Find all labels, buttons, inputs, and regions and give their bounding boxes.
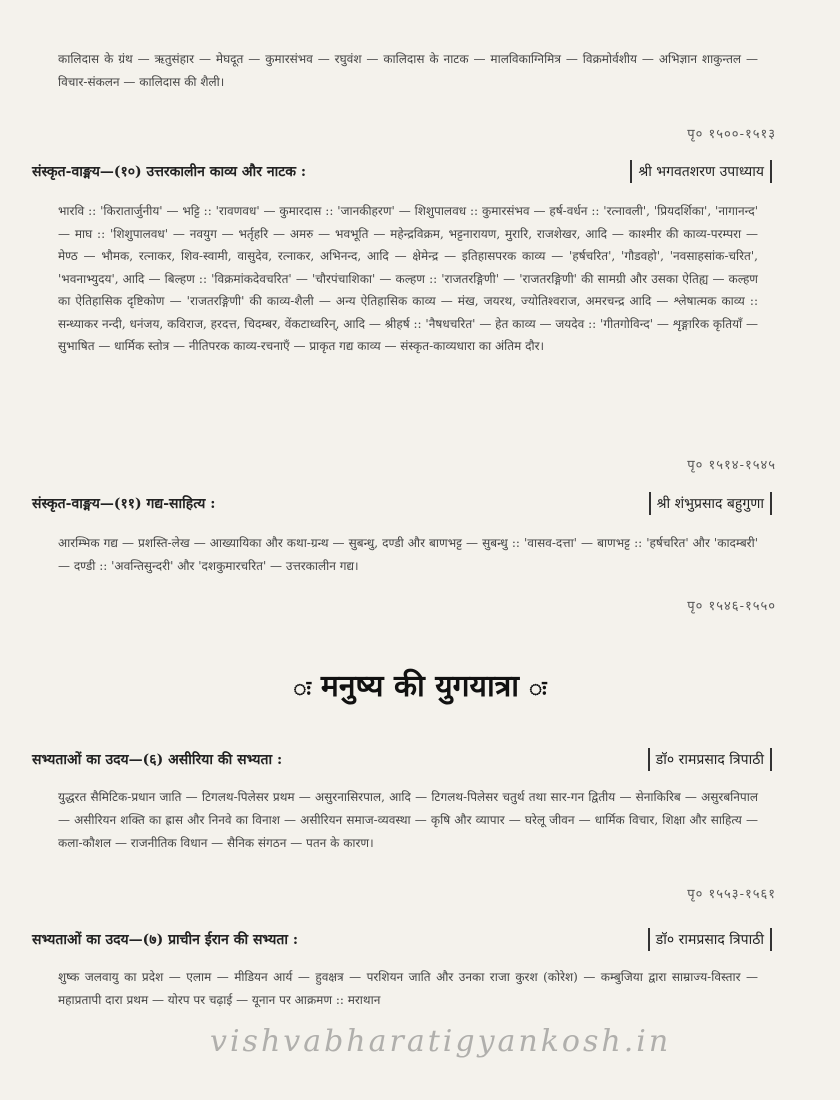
- section-heading: [32, 750, 772, 776]
- section-heading: [32, 494, 772, 520]
- section-heading: [32, 930, 772, 956]
- section-body: युद्धरत सैमिटिक-प्रधान जाति — टिगलथ-पिलेसर प्रथम — असुरनासिरपाल, आदि — टिगलथ-पिलेसर चतुर्थ तथा सार-गन द्वितीय — सेनाकिरिब — असुरबनिपाल — असीरियन शक्ति का ह्रास और निनवे का विनाश — असीरियन समाज-व्यवस्था — कृषि और व्यापार — घरेलू जीवन — धार्मिक विचार, शिक्षा और साहित्य — कला-कौशल — राजनीतिक विधान — सैनिक संगठन — पतन के कारण।: [58, 790, 758, 850]
- title-mark-left: ः: [293, 676, 311, 702]
- heading-text: सभ्यताओं का उदय—(६) असीरिया की सभ्यता :: [32, 752, 283, 768]
- author-name: डॉ० रामप्रसाद त्रिपाठी: [648, 748, 772, 771]
- section-body: शुष्क जलवायु का प्रदेश — एलाम — मीडियन आर्य — हुवक्षत्र — परशियन जाति और उनका राजा कुरश (कोरेश) — कम्बुजिया द्वारा साम्राज्य-विस्तार — महाप्रतापी दारा प्रथम — योरप पर चढ़ाई — यूनान पर आक्रमण :: मराथान: [58, 970, 758, 1007]
- watermark: vishvabharatigyankosh.in: [210, 1024, 672, 1059]
- author-name: श्री भगवतशरण उपाध्याय: [630, 160, 772, 183]
- section-heading: [32, 162, 772, 188]
- heading-text: सभ्यताओं का उदय—(७) प्राचीन ईरान की सभ्यता :: [32, 932, 299, 948]
- page-reference: पृ० १५४६-१५५०: [687, 599, 776, 614]
- page-reference: पृ० १५१४-१५४५: [687, 458, 776, 473]
- part-title-text: मनुष्य की युगयात्रा: [320, 669, 520, 704]
- author-name: डॉ० रामप्रसाद त्रिपाठी: [648, 928, 772, 951]
- part-title: [0, 664, 840, 705]
- page-reference: पृ० १५५३-१५६१: [687, 887, 776, 902]
- heading-text: संस्कृत-वाङ्मय—(११) गद्य-साहित्य :: [32, 496, 216, 512]
- page-reference: पृ० १५००-१५१३: [687, 127, 776, 142]
- title-mark-right: ः: [529, 676, 547, 702]
- section-body: भारवि :: 'किरातार्जुनीय' — भट्टि :: 'रावणवध' — कुमारदास :: 'जानकीहरण' — शिशुपालवध :: कुमारसंभव — हर्ष-वर्धन :: 'रत्नावली', 'प्रियदर्शिका', 'नागानन्द' — माघ :: 'शिशुपालवध' — नवयुग — भर्तृहरि — अमरु — भवभूति — महेन्द्रविक्रम, भट्टनारायण, मुरारि, राजशेखर, आदि — काश्मीर की काव्य-परम्परा — मेण्ठ — भौमक, रत्नाकर, शिव-स्वामी, वासुदेव, रत्नाकर, अभिनन्द, आदि — क्षेमेन्द्र — इतिहासपरक काव्य — 'हर्षचरित', 'गौडवहो', 'नवसाहसांक-चरित', 'भवनाभ्युदय', आदि — बिल्हण :: 'विक्रमांकदेवचरित' — 'चौरपंचाशिका' — कल्हण :: 'राजतरङ्गिणी' — 'राजतरङ्गिणी' की सामग्री और उसका ऐतिह्य — कल्हण का ऐतिहासिक दृष्टिकोण — 'राजतरङ्गिणी' की काव्य-शैली — अन्य ऐतिहासिक काव्य — मंख, जयरथ, ज्योतिश्वराज, अमरचन्द्र आदि — श्लेषात्मक काव्य :: सन्ध्याकर नन्दी, धनंजय, कविराज, हरदत्त, चिदम्बर, वेंकटाध्वरिन्, आदि — श्रीहर्ष :: 'नैषधचरित' — हेत काव्य — जयदेव :: 'गीतगोविन्द' — शृङ्गारिक कृतियाँ — सुभाषित — धार्मिक स्तोत्र — नीतिपरक काव्य-रचनाएँ — प्राकृत गद्य काव्य — संस्कृत-काव्यधारा का अंतिम दौर।: [58, 204, 758, 353]
- section-body-kalidas: कालिदास के ग्रंथ — ऋतुसंहार — मेघदूत — कुमारसंभव — रघुवंश — कालिदास के नाटक — मालविकाग्निमित्र — विक्रमोर्वशीय — अभिज्ञान शाकुन्तल — विचार-संकलन — कालिदास की शैली।: [58, 52, 758, 89]
- section-body: आरम्भिक गद्य — प्रशस्ति-लेख — आख्यायिका और कथा-ग्रन्थ — सुबन्धु, दण्डी और बाणभट्ट — सुबन्धु :: 'वासव-दत्ता' — बाणभट्ट :: 'हर्षचरित' और 'कादम्बरी' — दण्डी :: 'अवन्तिसुन्दरी' और 'दशकुमारचरित' — उत्तरकालीन गद्य।: [58, 536, 758, 573]
- author-name: श्री शंभुप्रसाद बहुगुणा: [649, 492, 772, 515]
- heading-text: संस्कृत-वाङ्मय—(१०) उत्तरकालीन काव्य और नाटक :: [32, 164, 307, 180]
